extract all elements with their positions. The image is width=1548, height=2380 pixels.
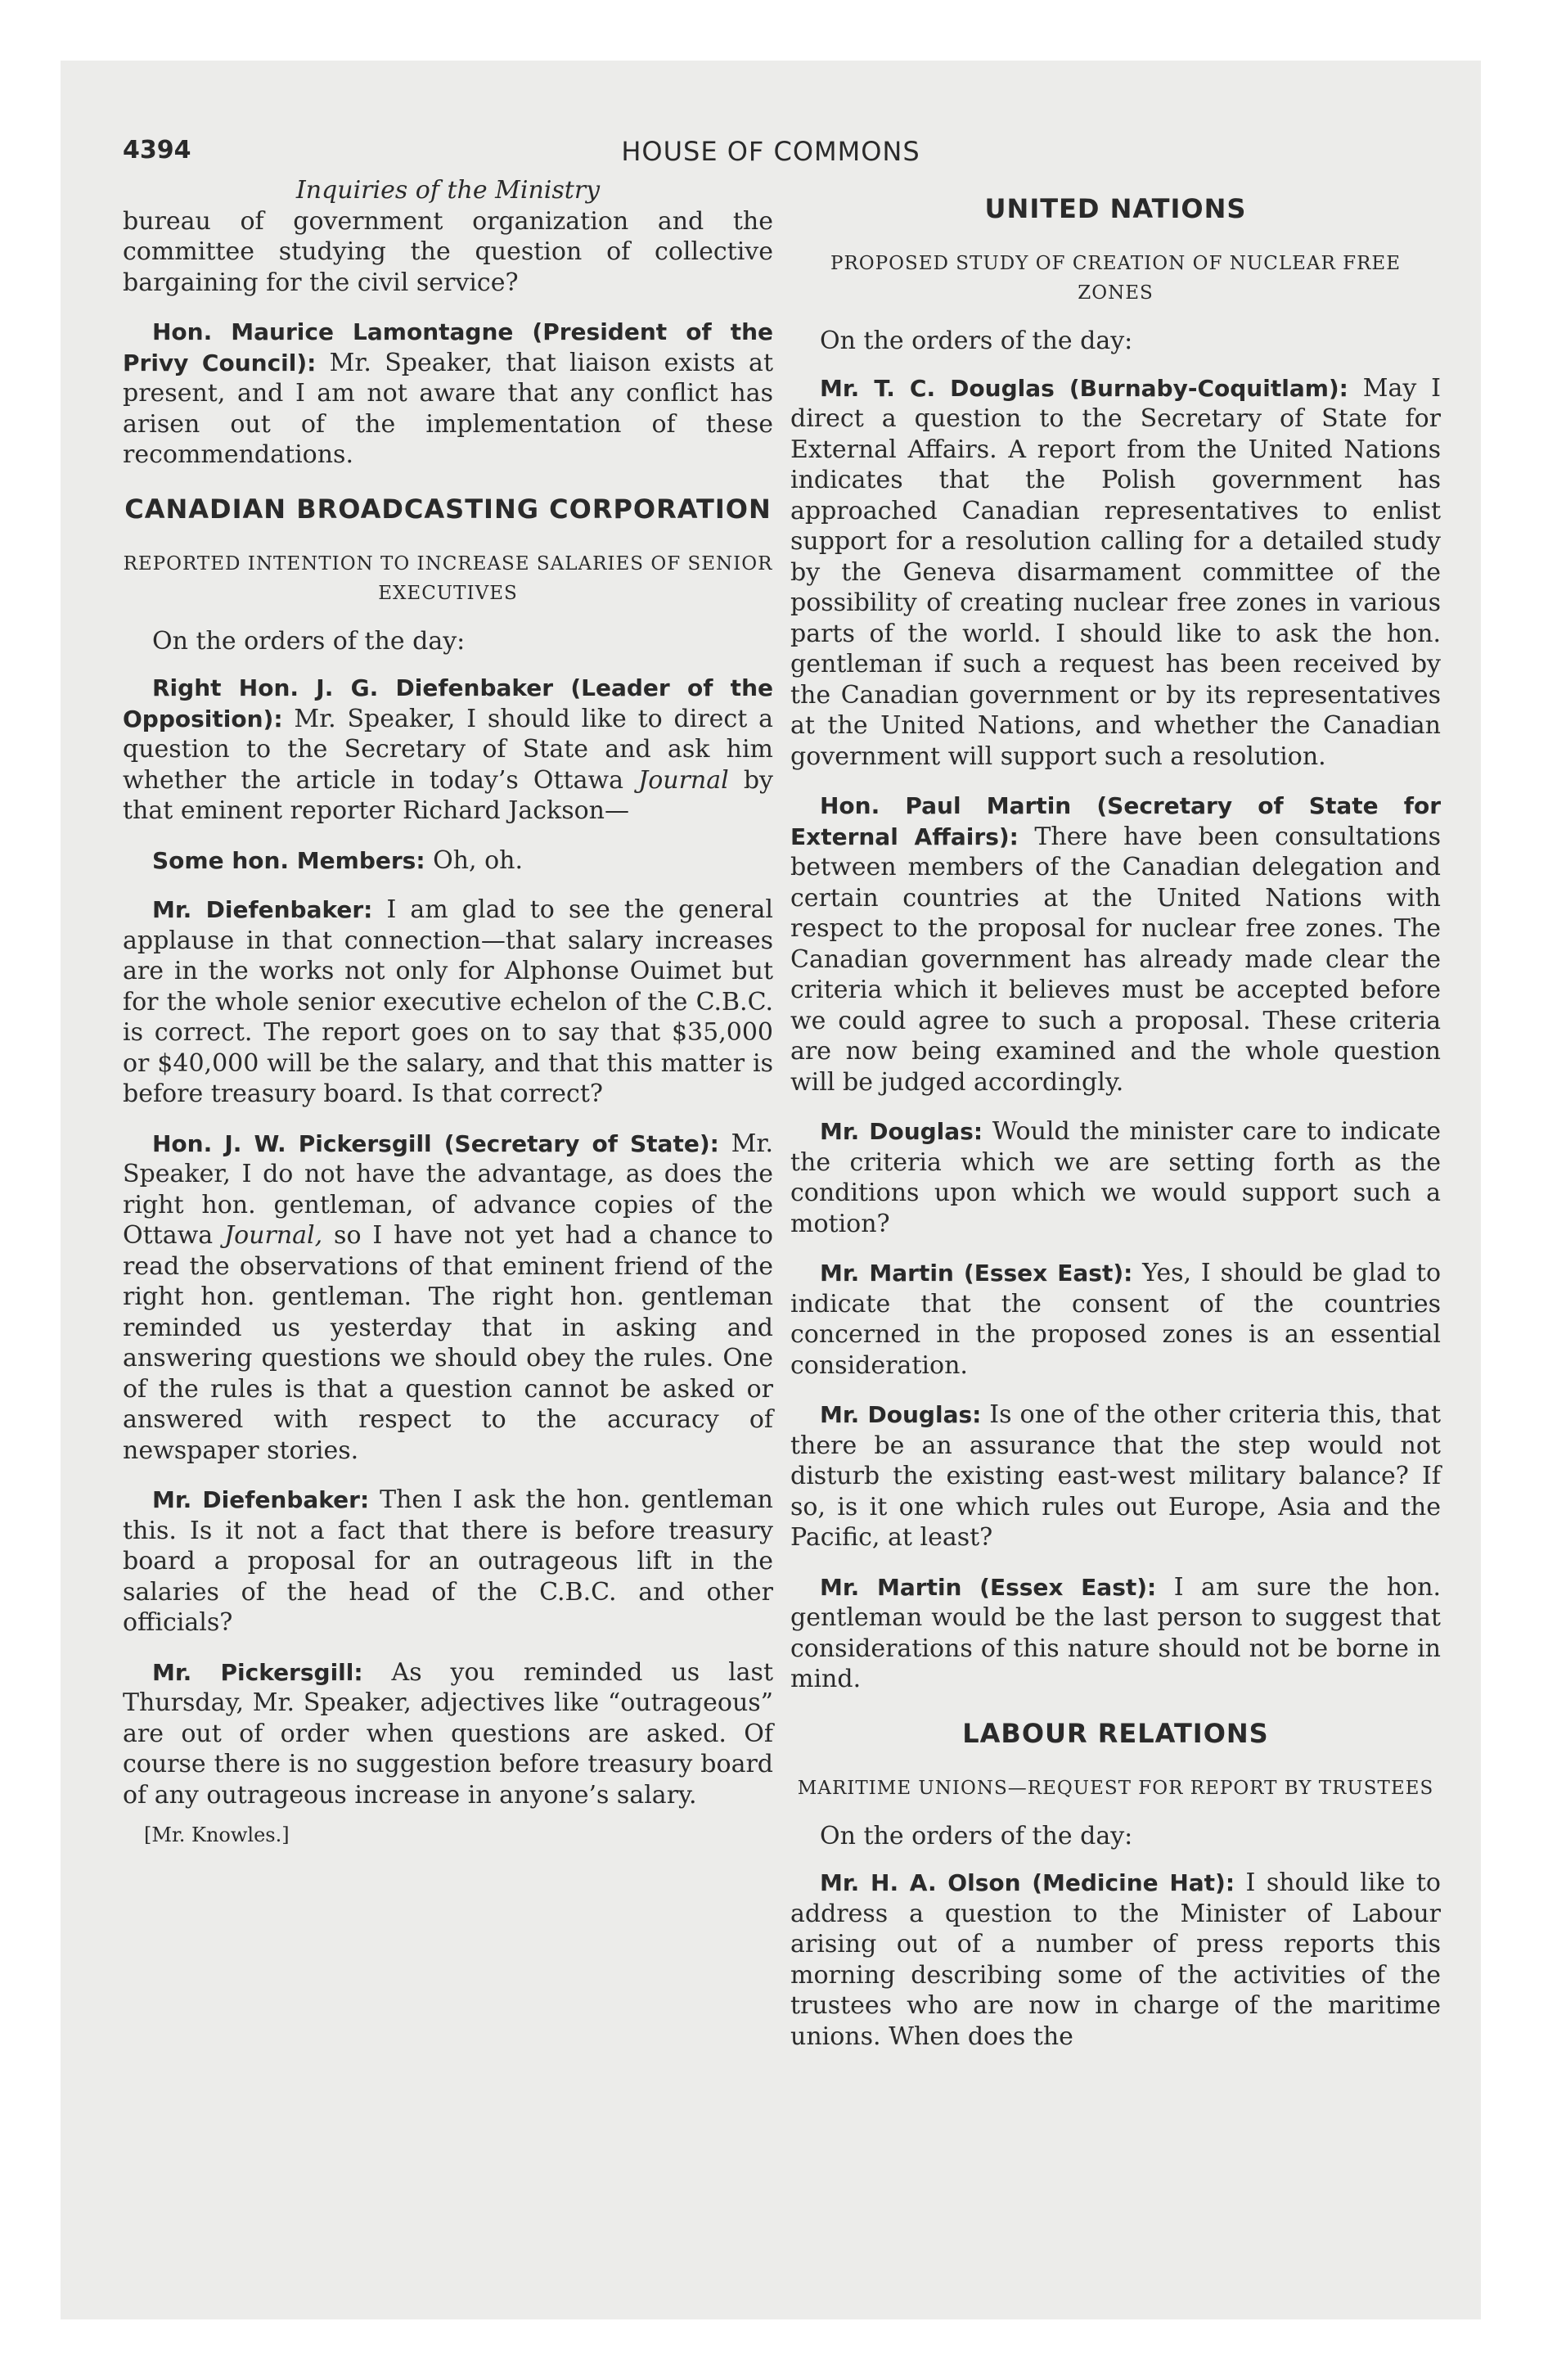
section-title: UNITED NATIONS (984, 193, 1247, 224)
paragraph-text: bureau of government organization and the committee studying the question of collective bargaining for the civil service? (123, 206, 773, 297)
speaker-name: Mr. Diefenbaker: (152, 1486, 370, 1513)
section-subtitle: REPORTED INTENTION TO INCREASE SALARIES OF SENIOR EXECUTIVES (123, 552, 773, 604)
paragraph (790, 373, 1441, 773)
speaker-name: Hon. Paul Martin (Secretary of State for External Affairs): (790, 792, 1441, 850)
paragraph (123, 673, 773, 827)
paragraph-text: I am sure the hon. gentleman would be the last person to suggest that considerations of this nature should not be borne in mind. (790, 1572, 1442, 1693)
paragraph (790, 1116, 1441, 1239)
speaker-name: Mr. Martin (Essex East): (820, 1573, 1157, 1601)
paragraph-text: As you reminded us last Thursday, Mr. Speaker, adjectives like “outrageous” are out of order when questions are asked. Of course there is no suggestion before treasury board of any outrageous increase in anyone’s salary. (123, 1657, 774, 1810)
paragraph (123, 1485, 773, 1639)
page-number: 4394 (123, 136, 191, 165)
orders-of-day: On the orders of the day: (820, 327, 1133, 355)
section-subtitle: PROPOSED STUDY OF CREATION OF NUCLEAR FREE ZONES (830, 253, 1401, 304)
speaker-name: Hon. J. W. Pickersgill (Secretary of State): (152, 1129, 719, 1157)
running-head: HOUSE OF COMMONS (621, 136, 920, 167)
paragraph-text: Is one of the other criteria this, that there be an assurance that the step would not disturb the existing east-west military balance? If so, is it one which rules out Europe, Asia and the Pacific, at least? (790, 1400, 1442, 1552)
speaker-name: Mr. Douglas: (820, 1401, 982, 1428)
paragraph-text: I am glad to see the general applause in that connection—that salary increases are in the works not only for Alphonse Ouimet but for the whole senior executive echelon of the C.B.C. is correct. The report goes on to say that $35,000 or $40,000 will be the salary, and that this matter is before treasury board. Is that correct? (123, 895, 773, 1108)
speaker-name: Some hon. Members: (152, 846, 425, 874)
paragraph-text: There have been consultations between members of the Canadian delegation and certain countries at the United Nations with respect to the proposal for nuclear free zones. The Canadian government has already made clear the criteria which it believes must be accepted before we could agree to such a proposal. These criteria are now being examined and the whole question will be judged accordingly. (790, 822, 1441, 1097)
footnote: [Mr. Knowles.] (144, 1823, 290, 1846)
paragraph-text: by that eminent reporter Richard Jackson— (123, 765, 773, 825)
page-header (123, 136, 1419, 175)
paragraph (790, 791, 1441, 1098)
paragraph (123, 317, 773, 471)
paragraph-text: May I direct a question to the Secretary of State for External Affairs. A report from the United Nations indicates that the Polish government has approached Canadian representatives to enlist support for a resolution calling for a detailed study by the Geneva disarmament committee of the possibility of creating nuclear free zones in various parts of the world. I should like to ask the hon. gentleman if such a request has been received by the Canadian government or by its representatives at the United Nations, and whether the Canadian government will support such a resolution. (790, 373, 1441, 771)
paragraph-text: Then I ask the hon. gentleman this. Is it not a fact that there is before treasury board a proposal for an outrageous lift in the salaries of the head of the C.B.C. and other officials? (123, 1485, 773, 1637)
running-subhead: Inquiries of the Ministry (295, 176, 601, 205)
orders-of-day: On the orders of the day: (152, 626, 466, 656)
paragraph (790, 1258, 1441, 1381)
left-column (123, 175, 773, 1851)
speaker-name: Right Hon. J. G. Diefenbaker (Leader of the Opposition): (123, 674, 773, 732)
speaker-name: Hon. Maurice Lamontagne (President of the Privy Council): (123, 318, 773, 376)
right-column (790, 193, 1441, 2071)
speaker-name: Mr. T. C. Douglas (Burnaby-Coquitlam): (820, 374, 1348, 402)
paragraph (123, 895, 773, 1110)
paragraph-text: Oh, oh. (425, 845, 523, 875)
paragraph (123, 206, 773, 299)
paragraph (123, 1129, 773, 1467)
speaker-name: Mr. H. A. Olson (Medicine Hat): (820, 1869, 1235, 1896)
paragraph-text: Would the minister care to indicate the criteria which we are setting forth as the conditions upon which we would support such a motion? (790, 1117, 1441, 1238)
paragraph (790, 1572, 1441, 1695)
speaker-name: Mr. Martin (Essex East): (820, 1260, 1133, 1287)
orders-of-day: On the orders of the day: (820, 1821, 1133, 1850)
newspaper-title: Journal, (224, 1221, 323, 1250)
paragraph-text: Mr. Speaker, that liaison exists at present, and I am not aware that any conflict has arisen out of the implementation of these recommendations. (123, 348, 773, 469)
paragraph-text: I should like to address a question to the Minister of Labour arising out of a number of press reports this morning describing some of the activities of the trustees who are now in charge of the maritime unions. When does the (790, 1868, 1441, 2051)
document-page (61, 61, 1481, 2319)
paragraph (123, 1657, 773, 1811)
paragraph (790, 1400, 1441, 1553)
speaker-name: Mr. Diefenbaker: (152, 896, 373, 923)
paragraph-text: Yes, I should be glad to indicate that the consent of the countries concerned in the proposed zones is an essential consideration. (790, 1259, 1442, 1380)
section-title: LABOUR RELATIONS (962, 1717, 1269, 1749)
section-title: CANADIAN BROADCASTING CORPORATION (124, 493, 772, 525)
paragraph-text: so I have not yet had a chance to read the observations of that eminent friend of the right hon. gentleman. The right hon. gentleman reminded us yesterday that in asking and answering questions we should obey the rules. One of the rules is that a question cannot be asked or answered with respect to the accuracy of newspaper stories. (123, 1221, 773, 1465)
newspaper-title: Journal (638, 765, 729, 795)
paragraph (123, 845, 773, 877)
section-subtitle: MARITIME UNIONS—REQUEST FOR REPORT BY TRUSTEES (797, 1777, 1434, 1799)
paragraph-text: Mr. Speaker, I should like to direct a question to the Secretary of State and ask him whether the article in today’s Ottawa (123, 704, 773, 795)
paragraph (790, 1868, 1441, 2052)
speaker-name: Mr. Douglas: (820, 1118, 983, 1145)
paragraph-text: Mr. Speaker, I do not have the advantage, as does the right hon. gentleman, of advance copies of the Ottawa (123, 1129, 773, 1250)
speaker-name: Mr. Pickersgill: (152, 1658, 363, 1686)
